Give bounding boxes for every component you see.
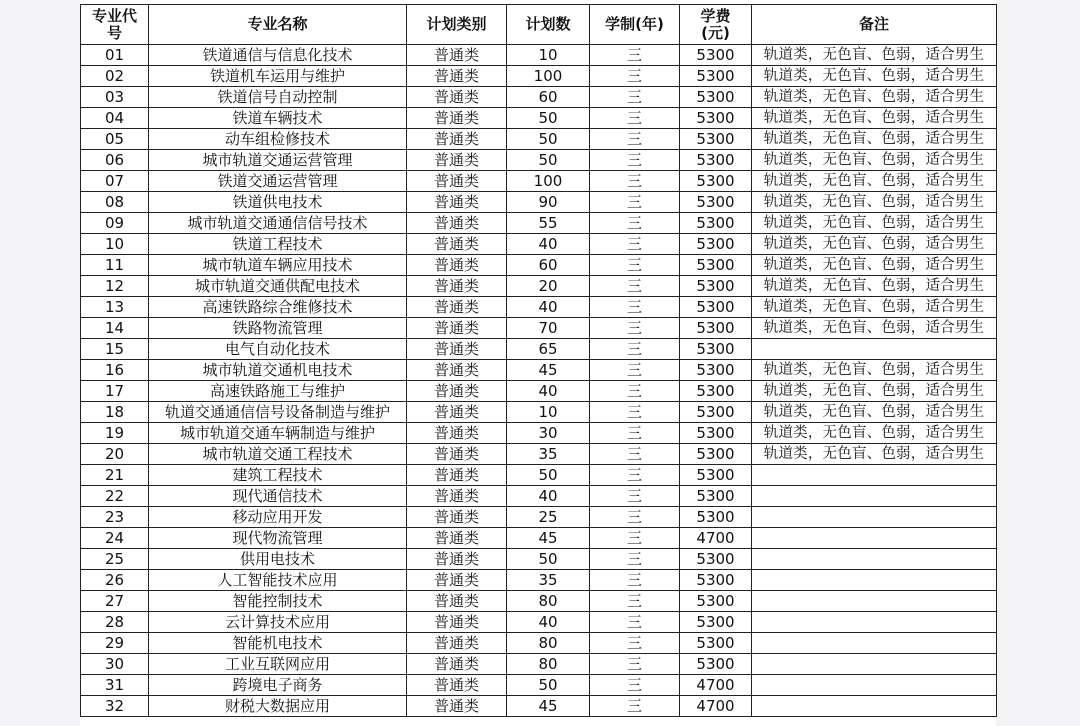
cell-plan-count: 50 bbox=[507, 465, 590, 486]
cell-code: 02 bbox=[81, 66, 149, 87]
cell-plan-type: 普通类 bbox=[407, 318, 507, 339]
cell-duration: 三 bbox=[590, 612, 680, 633]
cell-tuition: 4700 bbox=[680, 675, 752, 696]
cell-code: 16 bbox=[81, 360, 149, 381]
cell-duration: 三 bbox=[590, 486, 680, 507]
cell-plan-type: 普通类 bbox=[407, 129, 507, 150]
cell-name: 城市轨道交通供配电技术 bbox=[149, 276, 407, 297]
cell-tuition: 5300 bbox=[680, 150, 752, 171]
cell-plan-count: 40 bbox=[507, 381, 590, 402]
cell-duration: 三 bbox=[590, 108, 680, 129]
cell-remark: 轨道类，无色盲、色弱，适合男生 bbox=[752, 444, 997, 465]
cell-plan-type: 普通类 bbox=[407, 654, 507, 675]
table-row bbox=[81, 612, 997, 633]
table-row bbox=[81, 318, 997, 339]
cell-name: 城市轨道交通通信信号技术 bbox=[149, 213, 407, 234]
cell-name: 城市轨道交通工程技术 bbox=[149, 444, 407, 465]
cell-tuition: 5300 bbox=[680, 213, 752, 234]
cell-tuition: 5300 bbox=[680, 108, 752, 129]
cell-tuition: 5300 bbox=[680, 66, 752, 87]
cell-tuition: 5300 bbox=[680, 297, 752, 318]
cell-code: 09 bbox=[81, 213, 149, 234]
cell-duration: 三 bbox=[590, 423, 680, 444]
cell-plan-type: 普通类 bbox=[407, 297, 507, 318]
cell-remark: 轨道类，无色盲、色弱，适合男生 bbox=[752, 402, 997, 423]
cell-plan-type: 普通类 bbox=[407, 150, 507, 171]
cell-duration: 三 bbox=[590, 192, 680, 213]
cell-name: 云计算技术应用 bbox=[149, 612, 407, 633]
table-row bbox=[81, 87, 997, 108]
cell-name: 智能控制技术 bbox=[149, 591, 407, 612]
cell-duration: 三 bbox=[590, 213, 680, 234]
cell-code: 04 bbox=[81, 108, 149, 129]
cell-plan-type: 普通类 bbox=[407, 528, 507, 549]
cell-duration: 三 bbox=[590, 507, 680, 528]
cell-code: 31 bbox=[81, 675, 149, 696]
cell-duration: 三 bbox=[590, 171, 680, 192]
cell-plan-type: 普通类 bbox=[407, 255, 507, 276]
cell-remark: 轨道类，无色盲、色弱，适合男生 bbox=[752, 213, 997, 234]
cell-remark bbox=[752, 570, 997, 591]
cell-code: 03 bbox=[81, 87, 149, 108]
cell-tuition: 5300 bbox=[680, 549, 752, 570]
table-row bbox=[81, 129, 997, 150]
cell-name: 建筑工程技术 bbox=[149, 465, 407, 486]
cell-duration: 三 bbox=[590, 150, 680, 171]
cell-code: 22 bbox=[81, 486, 149, 507]
cell-remark bbox=[752, 528, 997, 549]
cell-name: 铁道交通运营管理 bbox=[149, 171, 407, 192]
table-row bbox=[81, 633, 997, 654]
cell-tuition: 5300 bbox=[680, 87, 752, 108]
cell-plan-type: 普通类 bbox=[407, 465, 507, 486]
cell-name: 城市轨道交通机电技术 bbox=[149, 360, 407, 381]
cell-plan-type: 普通类 bbox=[407, 612, 507, 633]
cell-remark: 轨道类，无色盲、色弱，适合男生 bbox=[752, 171, 997, 192]
cell-plan-count: 50 bbox=[507, 675, 590, 696]
cell-remark bbox=[752, 465, 997, 486]
cell-duration: 三 bbox=[590, 444, 680, 465]
cell-plan-type: 普通类 bbox=[407, 234, 507, 255]
cell-remark: 轨道类，无色盲、色弱，适合男生 bbox=[752, 234, 997, 255]
cell-tuition: 5300 bbox=[680, 633, 752, 654]
cell-name: 电气自动化技术 bbox=[149, 339, 407, 360]
table-row bbox=[81, 381, 997, 402]
table-row bbox=[81, 360, 997, 381]
cell-plan-count: 100 bbox=[507, 66, 590, 87]
cell-plan-type: 普通类 bbox=[407, 444, 507, 465]
cell-plan-count: 50 bbox=[507, 108, 590, 129]
cell-name: 城市轨道交通车辆制造与维护 bbox=[149, 423, 407, 444]
cell-name: 财税大数据应用 bbox=[149, 696, 407, 717]
cell-code: 08 bbox=[81, 192, 149, 213]
cell-plan-type: 普通类 bbox=[407, 570, 507, 591]
enrollment-plan-table bbox=[80, 4, 997, 717]
cell-plan-count: 40 bbox=[507, 486, 590, 507]
cell-code: 17 bbox=[81, 381, 149, 402]
table-row bbox=[81, 150, 997, 171]
cell-name: 铁路物流管理 bbox=[149, 318, 407, 339]
table-row bbox=[81, 696, 997, 717]
cell-code: 07 bbox=[81, 171, 149, 192]
table-row bbox=[81, 276, 997, 297]
table-row bbox=[81, 66, 997, 87]
cell-name: 智能机电技术 bbox=[149, 633, 407, 654]
cell-name: 城市轨道车辆应用技术 bbox=[149, 255, 407, 276]
cell-code: 11 bbox=[81, 255, 149, 276]
cell-name: 铁道机车运用与维护 bbox=[149, 66, 407, 87]
cell-duration: 三 bbox=[590, 402, 680, 423]
cell-tuition: 5300 bbox=[680, 339, 752, 360]
cell-name: 移动应用开发 bbox=[149, 507, 407, 528]
cell-tuition: 5300 bbox=[680, 591, 752, 612]
header-row bbox=[81, 5, 997, 45]
cell-remark: 轨道类，无色盲、色弱，适合男生 bbox=[752, 423, 997, 444]
cell-code: 25 bbox=[81, 549, 149, 570]
header-tuition: 学费(元) bbox=[680, 5, 752, 45]
table-row bbox=[81, 339, 997, 360]
cell-plan-count: 40 bbox=[507, 612, 590, 633]
cell-name: 城市轨道交通运营管理 bbox=[149, 150, 407, 171]
cell-plan-count: 45 bbox=[507, 528, 590, 549]
cell-tuition: 5300 bbox=[680, 276, 752, 297]
cell-remark: 轨道类，无色盲、色弱，适合男生 bbox=[752, 66, 997, 87]
table-row bbox=[81, 402, 997, 423]
header-name: 专业名称 bbox=[149, 5, 407, 45]
cell-code: 30 bbox=[81, 654, 149, 675]
table-row bbox=[81, 171, 997, 192]
cell-name: 高速铁路施工与维护 bbox=[149, 381, 407, 402]
cell-code: 06 bbox=[81, 150, 149, 171]
cell-remark: 轨道类，无色盲、色弱，适合男生 bbox=[752, 381, 997, 402]
cell-code: 29 bbox=[81, 633, 149, 654]
cell-remark: 轨道类，无色盲、色弱，适合男生 bbox=[752, 129, 997, 150]
table-row bbox=[81, 675, 997, 696]
cell-plan-count: 50 bbox=[507, 150, 590, 171]
cell-plan-type: 普通类 bbox=[407, 339, 507, 360]
cell-code: 19 bbox=[81, 423, 149, 444]
cell-name: 工业互联网应用 bbox=[149, 654, 407, 675]
cell-duration: 三 bbox=[590, 465, 680, 486]
cell-remark: 轨道类，无色盲、色弱，适合男生 bbox=[752, 45, 997, 66]
cell-code: 21 bbox=[81, 465, 149, 486]
cell-tuition: 5300 bbox=[680, 612, 752, 633]
cell-duration: 三 bbox=[590, 297, 680, 318]
cell-duration: 三 bbox=[590, 234, 680, 255]
header-plan-count: 计划数 bbox=[507, 5, 590, 45]
cell-name: 动车组检修技术 bbox=[149, 129, 407, 150]
cell-duration: 三 bbox=[590, 591, 680, 612]
cell-plan-count: 10 bbox=[507, 45, 590, 66]
cell-plan-count: 80 bbox=[507, 633, 590, 654]
cell-plan-count: 100 bbox=[507, 171, 590, 192]
header-plan-type: 计划类别 bbox=[407, 5, 507, 45]
cell-plan-count: 65 bbox=[507, 339, 590, 360]
table-row bbox=[81, 297, 997, 318]
cell-plan-count: 80 bbox=[507, 591, 590, 612]
cell-tuition: 4700 bbox=[680, 528, 752, 549]
cell-remark: 轨道类，无色盲、色弱，适合男生 bbox=[752, 318, 997, 339]
cell-plan-type: 普通类 bbox=[407, 108, 507, 129]
cell-tuition: 5300 bbox=[680, 129, 752, 150]
cell-tuition: 5300 bbox=[680, 318, 752, 339]
cell-plan-type: 普通类 bbox=[407, 381, 507, 402]
cell-duration: 三 bbox=[590, 381, 680, 402]
cell-tuition: 5300 bbox=[680, 507, 752, 528]
header-code: 专业代号 bbox=[81, 5, 149, 45]
table-row bbox=[81, 549, 997, 570]
cell-name: 铁道工程技术 bbox=[149, 234, 407, 255]
cell-duration: 三 bbox=[590, 633, 680, 654]
cell-duration: 三 bbox=[590, 570, 680, 591]
cell-tuition: 5300 bbox=[680, 570, 752, 591]
cell-tuition: 5300 bbox=[680, 486, 752, 507]
header-remark: 备注 bbox=[752, 5, 997, 45]
cell-code: 24 bbox=[81, 528, 149, 549]
cell-name: 高速铁路综合维修技术 bbox=[149, 297, 407, 318]
cell-plan-type: 普通类 bbox=[407, 171, 507, 192]
table-row bbox=[81, 486, 997, 507]
cell-tuition: 5300 bbox=[680, 360, 752, 381]
table-row bbox=[81, 570, 997, 591]
cell-tuition: 5300 bbox=[680, 171, 752, 192]
cell-duration: 三 bbox=[590, 255, 680, 276]
cell-duration: 三 bbox=[590, 129, 680, 150]
cell-plan-type: 普通类 bbox=[407, 633, 507, 654]
cell-plan-count: 40 bbox=[507, 297, 590, 318]
cell-tuition: 5300 bbox=[680, 444, 752, 465]
cell-name: 铁道车辆技术 bbox=[149, 108, 407, 129]
cell-plan-count: 80 bbox=[507, 654, 590, 675]
cell-tuition: 4700 bbox=[680, 696, 752, 717]
cell-plan-type: 普通类 bbox=[407, 213, 507, 234]
cell-duration: 三 bbox=[590, 276, 680, 297]
cell-plan-type: 普通类 bbox=[407, 549, 507, 570]
cell-name: 轨道交通通信信号设备制造与维护 bbox=[149, 402, 407, 423]
cell-remark bbox=[752, 654, 997, 675]
cell-remark: 轨道类，无色盲、色弱，适合男生 bbox=[752, 255, 997, 276]
cell-code: 23 bbox=[81, 507, 149, 528]
table-row bbox=[81, 255, 997, 276]
cell-duration: 三 bbox=[590, 318, 680, 339]
cell-plan-count: 25 bbox=[507, 507, 590, 528]
cell-duration: 三 bbox=[590, 675, 680, 696]
cell-plan-count: 20 bbox=[507, 276, 590, 297]
cell-plan-count: 30 bbox=[507, 423, 590, 444]
cell-plan-type: 普通类 bbox=[407, 87, 507, 108]
cell-plan-count: 45 bbox=[507, 696, 590, 717]
cell-plan-type: 普通类 bbox=[407, 507, 507, 528]
cell-code: 18 bbox=[81, 402, 149, 423]
cell-remark bbox=[752, 696, 997, 717]
cell-plan-type: 普通类 bbox=[407, 192, 507, 213]
cell-plan-type: 普通类 bbox=[407, 591, 507, 612]
cell-remark: 轨道类，无色盲、色弱，适合男生 bbox=[752, 360, 997, 381]
cell-plan-count: 45 bbox=[507, 360, 590, 381]
cell-tuition: 5300 bbox=[680, 255, 752, 276]
cell-remark: 轨道类，无色盲、色弱，适合男生 bbox=[752, 150, 997, 171]
cell-code: 14 bbox=[81, 318, 149, 339]
cell-plan-count: 90 bbox=[507, 192, 590, 213]
cell-remark bbox=[752, 339, 997, 360]
cell-duration: 三 bbox=[590, 654, 680, 675]
cell-plan-type: 普通类 bbox=[407, 486, 507, 507]
cell-remark bbox=[752, 633, 997, 654]
table-row bbox=[81, 465, 997, 486]
table-row bbox=[81, 507, 997, 528]
cell-plan-type: 普通类 bbox=[407, 45, 507, 66]
cell-plan-type: 普通类 bbox=[407, 360, 507, 381]
cell-remark: 轨道类，无色盲、色弱，适合男生 bbox=[752, 87, 997, 108]
cell-remark bbox=[752, 675, 997, 696]
cell-plan-type: 普通类 bbox=[407, 402, 507, 423]
cell-duration: 三 bbox=[590, 45, 680, 66]
cell-code: 20 bbox=[81, 444, 149, 465]
cell-duration: 三 bbox=[590, 339, 680, 360]
cell-tuition: 5300 bbox=[680, 402, 752, 423]
cell-plan-count: 40 bbox=[507, 234, 590, 255]
cell-plan-count: 60 bbox=[507, 87, 590, 108]
cell-duration: 三 bbox=[590, 87, 680, 108]
cell-plan-count: 70 bbox=[507, 318, 590, 339]
cell-name: 铁道信号自动控制 bbox=[149, 87, 407, 108]
cell-code: 01 bbox=[81, 45, 149, 66]
table-row bbox=[81, 108, 997, 129]
table-row bbox=[81, 591, 997, 612]
cell-remark bbox=[752, 591, 997, 612]
cell-name: 人工智能技术应用 bbox=[149, 570, 407, 591]
cell-code: 12 bbox=[81, 276, 149, 297]
cell-plan-type: 普通类 bbox=[407, 696, 507, 717]
cell-name: 现代物流管理 bbox=[149, 528, 407, 549]
cell-plan-count: 50 bbox=[507, 549, 590, 570]
cell-tuition: 5300 bbox=[680, 381, 752, 402]
cell-remark: 轨道类，无色盲、色弱，适合男生 bbox=[752, 108, 997, 129]
cell-remark: 轨道类，无色盲、色弱，适合男生 bbox=[752, 192, 997, 213]
cell-code: 32 bbox=[81, 696, 149, 717]
cell-code: 10 bbox=[81, 234, 149, 255]
cell-remark: 轨道类，无色盲、色弱，适合男生 bbox=[752, 276, 997, 297]
cell-plan-type: 普通类 bbox=[407, 675, 507, 696]
cell-plan-type: 普通类 bbox=[407, 66, 507, 87]
cell-name: 现代通信技术 bbox=[149, 486, 407, 507]
cell-name: 铁道通信与信息化技术 bbox=[149, 45, 407, 66]
table-row bbox=[81, 423, 997, 444]
cell-duration: 三 bbox=[590, 549, 680, 570]
cell-duration: 三 bbox=[590, 696, 680, 717]
cell-duration: 三 bbox=[590, 360, 680, 381]
cell-code: 13 bbox=[81, 297, 149, 318]
cell-plan-type: 普通类 bbox=[407, 423, 507, 444]
header-duration: 学制(年) bbox=[590, 5, 680, 45]
cell-remark bbox=[752, 612, 997, 633]
table-row bbox=[81, 528, 997, 549]
cell-tuition: 5300 bbox=[680, 192, 752, 213]
cell-tuition: 5300 bbox=[680, 45, 752, 66]
cell-plan-count: 60 bbox=[507, 255, 590, 276]
cell-tuition: 5300 bbox=[680, 234, 752, 255]
cell-code: 26 bbox=[81, 570, 149, 591]
cell-plan-count: 10 bbox=[507, 402, 590, 423]
cell-remark: 轨道类，无色盲、色弱，适合男生 bbox=[752, 297, 997, 318]
table-row bbox=[81, 234, 997, 255]
cell-code: 15 bbox=[81, 339, 149, 360]
cell-plan-count: 35 bbox=[507, 444, 590, 465]
cell-duration: 三 bbox=[590, 66, 680, 87]
cell-plan-count: 35 bbox=[507, 570, 590, 591]
table-row bbox=[81, 444, 997, 465]
cell-code: 27 bbox=[81, 591, 149, 612]
cell-code: 05 bbox=[81, 129, 149, 150]
cell-remark bbox=[752, 486, 997, 507]
cell-tuition: 5300 bbox=[680, 654, 752, 675]
cell-plan-count: 50 bbox=[507, 129, 590, 150]
cell-name: 供用电技术 bbox=[149, 549, 407, 570]
table-row bbox=[81, 45, 997, 66]
cell-name: 跨境电子商务 bbox=[149, 675, 407, 696]
cell-remark bbox=[752, 549, 997, 570]
table-row bbox=[81, 213, 997, 234]
cell-tuition: 5300 bbox=[680, 423, 752, 444]
cell-name: 铁道供电技术 bbox=[149, 192, 407, 213]
cell-remark bbox=[752, 507, 997, 528]
cell-duration: 三 bbox=[590, 528, 680, 549]
cell-code: 28 bbox=[81, 612, 149, 633]
table-row bbox=[81, 192, 997, 213]
table-body bbox=[81, 45, 997, 717]
cell-plan-type: 普通类 bbox=[407, 276, 507, 297]
cell-plan-count: 55 bbox=[507, 213, 590, 234]
table-header bbox=[81, 5, 997, 45]
table-row bbox=[81, 654, 997, 675]
cell-tuition: 5300 bbox=[680, 465, 752, 486]
